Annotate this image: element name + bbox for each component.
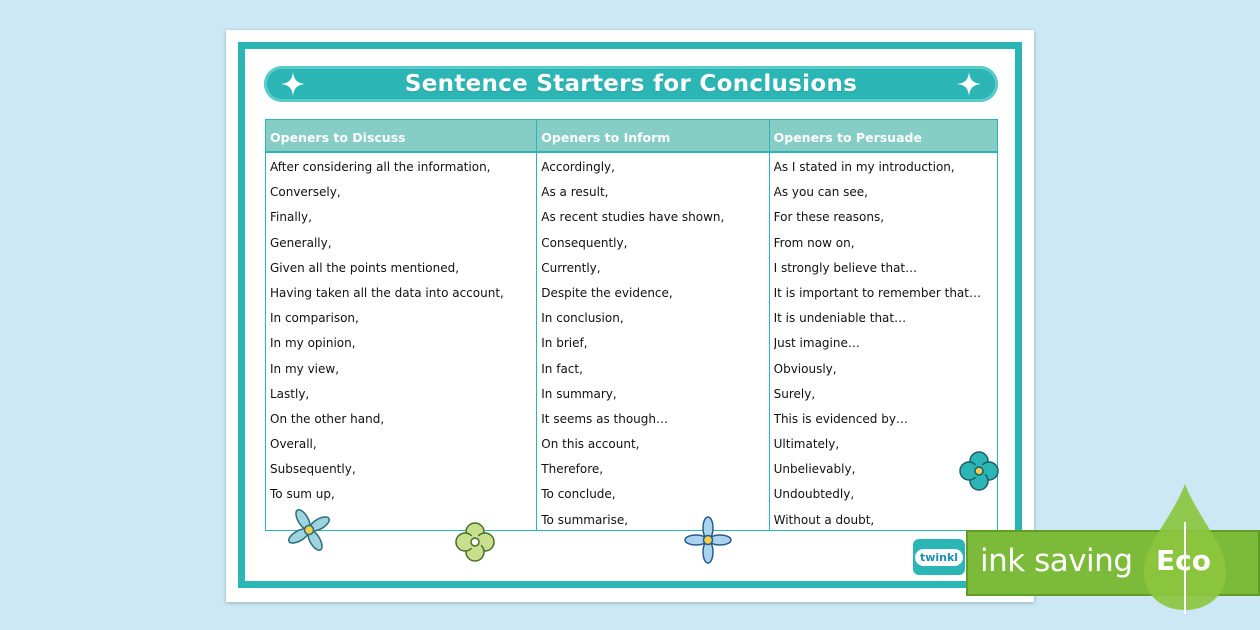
list-item: In comparison, xyxy=(270,311,359,326)
flower-icon xyxy=(284,506,334,554)
flower-icon xyxy=(956,448,1002,494)
ink-saving-label: ink saving xyxy=(980,543,1133,579)
list-item: As recent studies have shown, xyxy=(541,210,725,225)
starters-table xyxy=(265,119,998,531)
list-item: Just imagine… xyxy=(773,336,860,351)
list-item: Unbelievably, xyxy=(773,462,856,477)
list-item: Having taken all the data into account, xyxy=(270,285,504,300)
list-item: To conclude, xyxy=(541,487,616,502)
list-item: In brief, xyxy=(541,336,588,351)
list-item: In fact, xyxy=(541,361,583,376)
list-item: After considering all the information, xyxy=(270,160,491,174)
list-item: Conversely, xyxy=(270,185,341,200)
list-item: For these reasons, xyxy=(773,210,885,225)
list-item: As I stated in my introduction, xyxy=(773,160,955,174)
list-item: To sum up, xyxy=(270,487,335,502)
list-item: Ultimately, xyxy=(773,437,840,452)
column-discuss xyxy=(266,120,536,530)
list-item: In conclusion, xyxy=(541,311,624,326)
list-item: Lastly, xyxy=(270,386,310,401)
list-item: Finally, xyxy=(270,210,312,225)
list-item: I strongly believe that… xyxy=(773,260,918,275)
list-item: On this account, xyxy=(541,437,640,452)
list-item: Subsequently, xyxy=(270,462,356,477)
column-heading: Openers to Discuss xyxy=(266,120,536,153)
twinkl-logo xyxy=(913,539,965,575)
list-item: Surely, xyxy=(773,386,816,401)
list-item: From now on, xyxy=(773,235,855,250)
eco-badge: Eco xyxy=(1156,544,1211,577)
list-item: Currently, xyxy=(541,260,601,275)
list-item: Despite the evidence, xyxy=(541,285,673,300)
list-item: In my opinion, xyxy=(270,336,356,351)
list-item: Overall, xyxy=(270,437,317,452)
list-item: Without a doubt, xyxy=(773,512,875,527)
list-item: As you can see, xyxy=(773,185,868,200)
column-heading: Openers to Inform xyxy=(537,120,768,153)
list-item: Accordingly, xyxy=(541,160,615,174)
flower-icon xyxy=(452,519,498,565)
column-inform xyxy=(536,120,768,530)
list-item: Consequently, xyxy=(541,235,628,250)
list-item: On the other hand, xyxy=(270,411,385,426)
title-banner xyxy=(264,66,998,102)
column-heading: Openers to Persuade xyxy=(770,120,997,153)
worksheet-page xyxy=(226,30,1034,602)
list-item: Undoubtedly, xyxy=(773,487,855,502)
column-list xyxy=(266,153,536,508)
page-title: Sentence Starters for Conclusions xyxy=(404,71,858,97)
list-item: It is undeniable that… xyxy=(773,311,907,326)
list-item: Therefore, xyxy=(541,462,604,477)
list-item: In summary, xyxy=(541,386,617,401)
sparkle-icon xyxy=(956,71,982,97)
list-item: It is important to remember that… xyxy=(773,285,981,300)
list-item: In my view, xyxy=(270,361,340,376)
list-item: Generally, xyxy=(270,235,332,250)
sparkle-icon xyxy=(280,71,306,97)
list-item: This is evidenced by… xyxy=(773,411,908,426)
logo-text: twinkl xyxy=(915,549,963,566)
list-item: It seems as though… xyxy=(541,411,668,426)
list-item: To summarise, xyxy=(541,512,629,527)
flower-icon xyxy=(682,515,734,565)
list-item: As a result, xyxy=(541,185,609,200)
list-item: Obviously, xyxy=(773,361,837,376)
list-item: Given all the points mentioned, xyxy=(270,260,460,275)
column-list xyxy=(537,153,768,533)
